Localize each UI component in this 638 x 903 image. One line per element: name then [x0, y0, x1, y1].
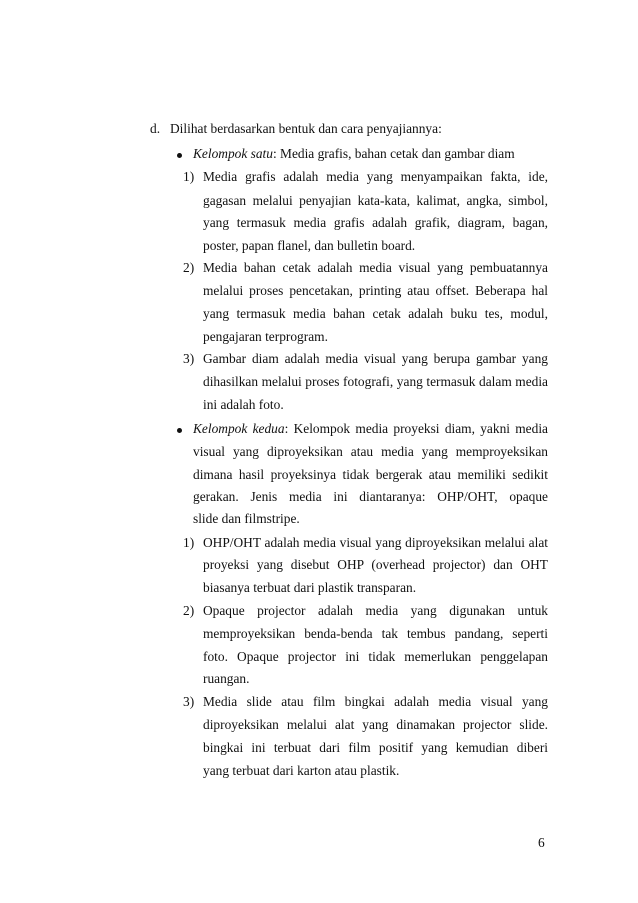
text-line: ruangan.	[203, 671, 250, 686]
group-title-rest: : Media grafis, bahan cetak dan gambar diam	[272, 146, 515, 161]
text-line: poster, papan flanel, dan bulletin board.	[203, 238, 416, 253]
list-marker: d.	[150, 121, 161, 136]
text-line: Media slide atau film bingkai adalah media visual yang	[203, 694, 548, 709]
item-number: 2)	[183, 260, 195, 275]
text-line: melalui proses pencetakan, printing atau offset. Beberapa hal	[203, 283, 548, 298]
group-title	[193, 146, 515, 162]
text-line: gerakan. Jenis media ini diantaranya: OHP/OHT, opaque	[193, 489, 548, 504]
text-line: visual yang diproyeksikan atau media yang memproyeksikan	[193, 444, 548, 459]
text-line: gagasan melalui penyajian kata-kata, kalimat, angka, simbol,	[203, 193, 548, 208]
group-title-italic: Kelompok satu	[193, 146, 273, 161]
text-line: foto. Opaque projector ini tidak memerlukan penggelapan	[203, 649, 548, 664]
text-line: Gambar diam adalah media visual yang berupa gambar yang	[203, 351, 548, 366]
text-line: Opaque projector adalah media yang digunakan untuk	[203, 603, 548, 618]
text-line: yang termasuk media grafis adalah grafik, diagram, bagan,	[203, 215, 548, 230]
text-line: pengajaran terprogram.	[203, 329, 328, 344]
text-line: memproyeksikan benda-benda tak tembus pandang, seperti	[203, 626, 548, 641]
bullet-icon	[177, 153, 182, 158]
text-line: yang terbuat dari karton atau plastik.	[203, 763, 400, 778]
item-number: 1)	[183, 535, 195, 550]
text-line: yang termasuk media bahan cetak adalah buku tes, modul,	[203, 306, 548, 321]
text-line: OHP/OHT adalah media visual yang diproyeksikan melalui alat	[203, 535, 548, 550]
text-line: Media bahan cetak adalah media visual yang pembuatannya	[203, 260, 548, 275]
group-title-rest: : Kelompok media proyeksi diam, yakni media	[284, 421, 548, 436]
text-line: diproyeksikan melalui alat yang dinamakan projector slide.	[203, 717, 548, 732]
item-number: 3)	[183, 694, 195, 709]
item-number: 3)	[183, 351, 195, 366]
group-title	[193, 421, 548, 437]
text-line: ini adalah foto.	[203, 397, 284, 412]
text-line: biasanya terbuat dari plastik transparan.	[203, 580, 417, 595]
page-number: 6	[538, 835, 545, 850]
item-number: 2)	[183, 603, 195, 618]
text-line: proyeksi yang disebut OHP (overhead projector) dan OHT	[203, 557, 548, 572]
text-line: Media grafis adalah media yang menyampaikan fakta, ide,	[203, 169, 548, 184]
text-line: bingkai ini terbuat dari film positif yang kemudian diberi	[203, 740, 548, 755]
text-line: slide dan filmstripe.	[193, 511, 300, 526]
bullet-icon	[177, 428, 182, 433]
text-line: dihasilkan melalui proses fotografi, yang termasuk dalam media	[203, 374, 548, 389]
text-line: dimana hasil proyeksinya tidak bergerak atau memiliki sedikit	[193, 467, 548, 482]
item-number: 1)	[183, 169, 195, 184]
section-heading: Dilihat berdasarkan bentuk dan cara penyajiannya:	[170, 121, 442, 136]
group-title-italic: Kelompok kedua	[193, 421, 285, 436]
